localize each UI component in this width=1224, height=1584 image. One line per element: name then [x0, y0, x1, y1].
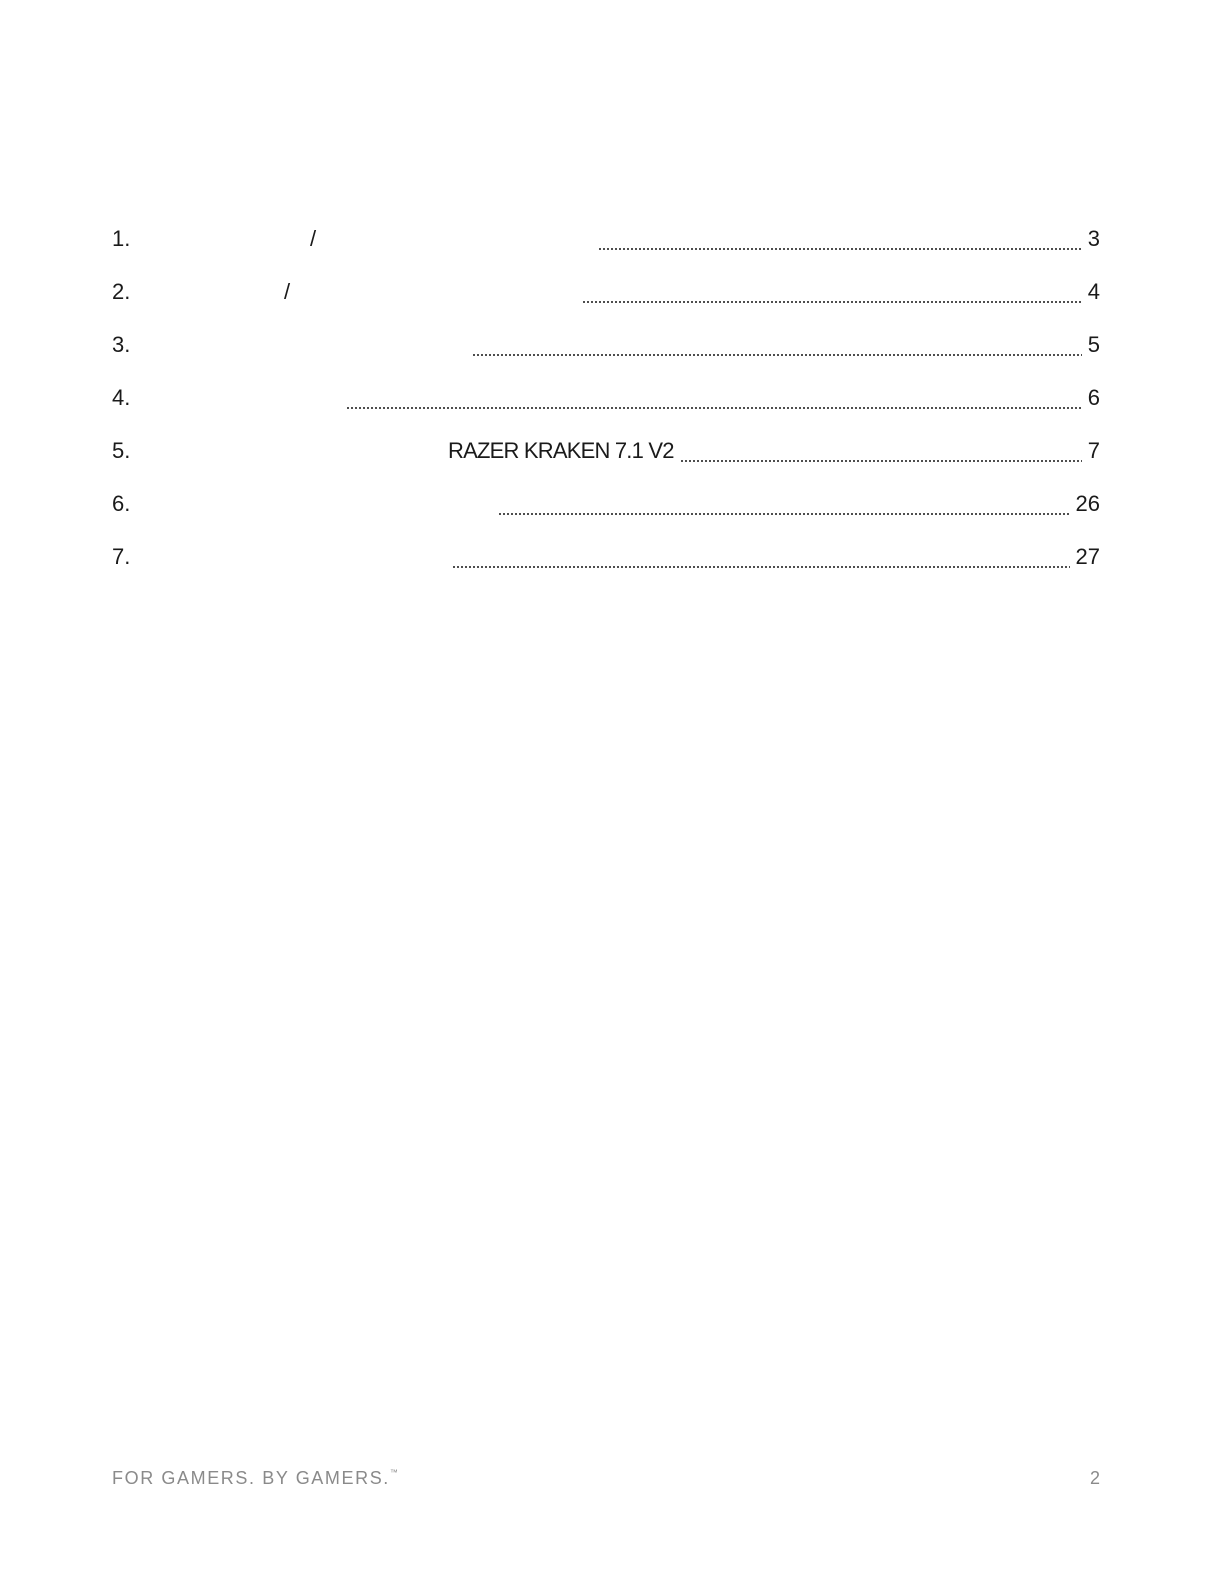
toc-dot-leader [582, 275, 1082, 309]
toc-entry-6[interactable] [112, 487, 1100, 540]
toc-entry-number: 6. [112, 491, 131, 516]
toc-dot-leader [452, 540, 1070, 574]
toc-entry-4[interactable] [112, 381, 1100, 434]
table-of-contents [112, 222, 1100, 593]
trademark-symbol: ™ [389, 1468, 398, 1477]
footer-page-number: 2 [1089, 1468, 1100, 1488]
toc-entry-title: / [284, 279, 291, 304]
footer-tagline-text: FOR GAMERS. BY GAMERS. [112, 1468, 390, 1488]
toc-dot-leader [598, 222, 1082, 256]
toc-dot-leader [498, 487, 1070, 521]
toc-entry-page: 27 [1075, 544, 1100, 569]
toc-entry-page: 26 [1075, 491, 1100, 516]
toc-entry-2[interactable] [112, 275, 1100, 328]
toc-entry-3[interactable] [112, 328, 1100, 381]
toc-entry-title: RAZER KRAKEN 7.1 V2 [448, 438, 674, 463]
toc-entry-number: 5. [112, 438, 131, 463]
footer-tagline [112, 1468, 398, 1489]
toc-entry-title: / [310, 226, 317, 251]
toc-entry-number: 3. [112, 332, 131, 357]
toc-entry-number: 2. [112, 279, 131, 304]
toc-entry-number: 4. [112, 385, 131, 410]
toc-dot-leader [680, 434, 1082, 468]
toc-dot-leader [472, 328, 1082, 362]
toc-entry-5[interactable] [112, 434, 1100, 487]
toc-entry-7[interactable] [112, 540, 1100, 593]
toc-entry-page: 5 [1087, 332, 1100, 357]
toc-entry-page: 3 [1087, 226, 1100, 251]
toc-dot-leader [346, 381, 1082, 415]
toc-entry-number: 7. [112, 544, 131, 569]
toc-entry-1[interactable] [112, 222, 1100, 275]
toc-entry-page: 7 [1087, 438, 1100, 463]
toc-entry-page: 4 [1087, 279, 1100, 304]
toc-entry-page: 6 [1087, 385, 1100, 410]
toc-entry-number: 1. [112, 226, 131, 251]
